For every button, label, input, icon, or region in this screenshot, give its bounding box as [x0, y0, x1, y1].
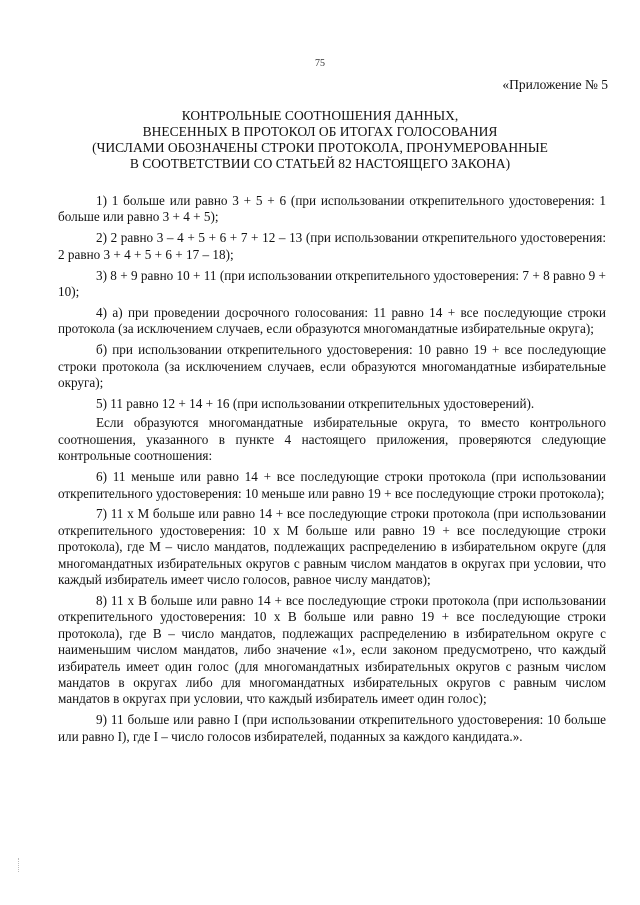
- paragraph-item-2: 2) 2 равно 3 – 4 + 5 + 6 + 7 + 12 – 13 (при использовании открепительного удостоверения: 2 равно 3 + 4 + 5 + 6 + 17 – 18);: [58, 230, 606, 262]
- paragraph-item-1: 1) 1 больше или равно 3 + 5 + 6 (при использовании открепительного удостоверения: 1 больше или равно 3 + 4 + 5);: [58, 193, 606, 225]
- title-line: (ЧИСЛАМИ ОБОЗНАЧЕНЫ СТРОКИ ПРОТОКОЛА, ПРОНУМЕРОВАННЫЕ: [92, 140, 548, 155]
- paragraph-item-8: 8) 11 х В больше или равно 14 + все последующие строки протокола (при использовании открепительного удостоверения: 10 х В больше или равно 19 + все последующие строки протокола), где В – число мандатов, подлежащих распределению в избирательном округе с наименьшим числом мандатов, либо значение «1», если законом предусмотрено, что каждый избиратель имеет один голос (для многомандатных избирательных округов с разным числом мандатов в округах либо для многомандатных избирательных округов с равным числом мандатов в округах при условии, что каждый избиратель имеет один голос);: [58, 592, 606, 707]
- document-title: [40, 108, 600, 172]
- paragraph-item-6: 6) 11 меньше или равно 14 + все последующие строки протокола (при использовании открепительного удостоверения: 10 меньше или равно 19 + все последующие строки протокола);: [58, 469, 606, 501]
- paragraph-item-4a: 4) а) при проведении досрочного голосования: 11 равно 14 + все последующие строки протокола (за исключением случаев, если образуются многомандатные избирательные округа);: [58, 304, 606, 337]
- paragraph-item-3: 3) 8 + 9 равно 10 + 11 (при использовании открепительного удостоверения: 7 + 8 равно 9 + 10);: [58, 267, 606, 300]
- title-line: В СООТВЕТСТВИИ СО СТАТЬЕЙ 82 НАСТОЯЩЕГО ЗАКОНА): [129, 156, 511, 171]
- paragraph-item-7: 7) 11 х М больше или равно 14 + все последующие строки протокола (при использовании открепительного удостоверения: 10 х М больше или равно 19 + все последующие строки протокола), где М – число мандатов, подлежащих распределению в избирательном округе (для многомандатных избирательных округов с равным числом мандатов в округах при условии, что каждый избиратель имеет число голосов, равное числу мандатов);: [58, 506, 606, 588]
- paragraph-item-5: 5) 11 равно 12 + 14 + 16 (при использовании открепительных удостоверений).: [96, 395, 535, 411]
- appendix-label: «Приложение № 5: [502, 77, 608, 92]
- paragraph-multimandate-intro: Если образуются многомандатные избирательные округа, то вместо контрольного соотношения, указанного в пункте 4 настоящего приложения, проверяются следующие контрольные соотношения:: [58, 415, 606, 464]
- title-line: КОНТРОЛЬНЫЕ СООТНОШЕНИЯ ДАННЫХ,: [181, 108, 459, 123]
- paragraph-item-4b: б) при использовании открепительного удостоверения: 10 равно 19 + все последующие строки протокола (за исключением случаев, если образуются многомандатные избирательные округа);: [58, 342, 606, 391]
- title-line: ВНЕСЕННЫХ В ПРОТОКОЛ ОБ ИТОГАХ ГОЛОСОВАНИЯ: [142, 124, 498, 139]
- scan-edge-mark: [18, 858, 21, 872]
- document-body: [58, 193, 606, 750]
- page-number: 75: [315, 58, 325, 69]
- paragraph-item-9: 9) 11 больше или равно I (при использовании открепительного удостоверения: 10 больше или равно I), где I – число голосов избирателей, поданных за каждого кандидата.».: [58, 712, 606, 744]
